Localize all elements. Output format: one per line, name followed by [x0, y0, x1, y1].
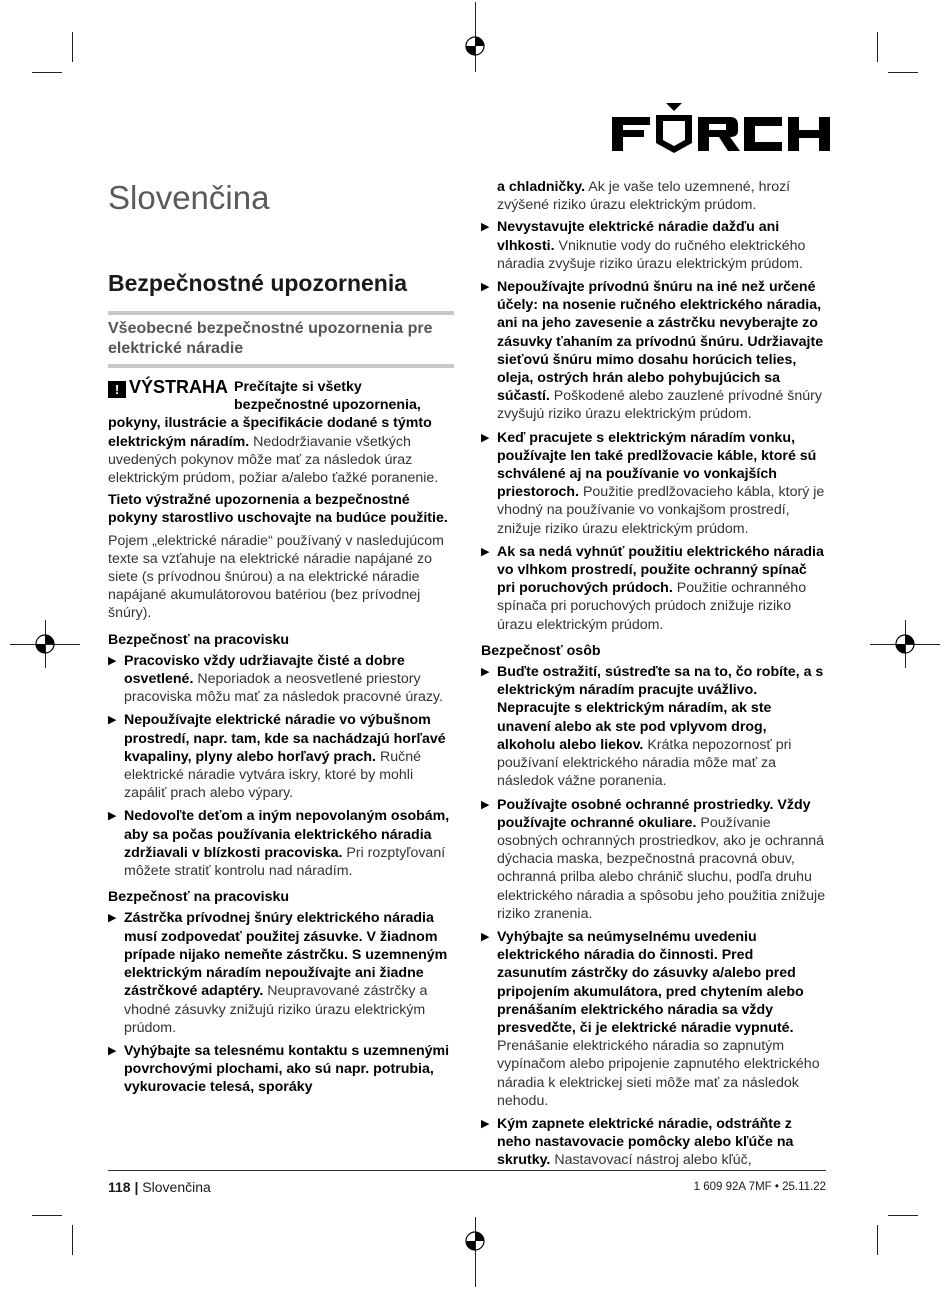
triangle-bullet-icon: ▶	[481, 431, 490, 444]
continuation-paragraph: a chladničky. Ak je vaše telo uzemnené, hrozí zvýšené riziko úrazu elektrickým prúdom.	[497, 179, 791, 214]
bullet-list	[108, 652, 454, 880]
crop-mark	[32, 72, 62, 73]
keep-instructions: Tieto výstražné upozornenia a bezpečnostné pokyny starostlivo uschovajte na budúce použitie.	[108, 492, 448, 527]
crop-mark	[475, 1217, 476, 1287]
warning-label: ! VÝSTRAHA	[108, 376, 228, 398]
triangle-bullet-icon: ▶	[108, 810, 117, 823]
crop-mark	[72, 1225, 73, 1255]
right-column	[481, 178, 826, 1175]
section-heading: Bezpečnosť osôb	[481, 642, 601, 659]
bullet-list	[481, 663, 826, 1169]
crop-mark	[32, 1215, 62, 1216]
list-item: ▶ Keď pracujete s elektrickým náradím vonku, používajte len také predlžovacie káble, ktoré sú schválené aj na používanie vo vonkajších priestoroch. Použitie predlžovacieho kábla, ktorý je vhodný na používanie vo vonkajšom prostredí, znižuje riziko úrazu elektrickým prúdom.	[481, 429, 825, 537]
warning-text: Nedodržiavanie všetkých uvedených pokynov môže mať za následok úraz elektrickým prúdom, požiar a/alebo ťažké poranenie.	[108, 433, 439, 487]
triangle-bullet-icon: ▶	[481, 221, 490, 234]
footer-language: Slovenčina	[142, 1179, 211, 1195]
definition-paragraph: Pojem „elektrické náradie“ používaný v nasledujúcom texte sa vzťahuje na elektrické náradie napájané zo siete (s prívodnou šnúrou) a na elektrické náradie napájané akumulátorovou batériou (bez prívodnej šnúry).	[108, 532, 444, 622]
registration-mark-icon	[464, 1230, 486, 1252]
list-item: ▶ Nedovoľte deťom a iným nepovolaným osobám, aby sa počas používania elektrického náradia zdržiavali v blízkosti pracoviska. Pri rozptyľovaní môžete stratiť kontrolu nad náradím.	[108, 808, 450, 880]
subsection-box	[108, 311, 454, 368]
crop-mark	[877, 32, 878, 62]
footer-page-info	[108, 1179, 211, 1195]
warning-triangle-icon: !	[108, 381, 126, 398]
warning-bold-text: Prečítajte si všetky bezpečnostné upozornenia, pokyny, ilustrácie a špecifikácie dodané s týmto elektrickým náradím.	[108, 379, 432, 450]
triangle-bullet-icon: ▶	[481, 281, 490, 294]
crop-mark	[888, 72, 918, 73]
footer-rule	[108, 1170, 826, 1171]
triangle-bullet-icon: ▶	[108, 912, 117, 925]
list-item: ▶ Nepoužívajte prívodnú šnúru na iné než určené účely: na nosenie ručného elektrického náradia, ani na jeho zavesenie a zástrčku nevyberajte zo zásuvky ťahaním za prívodnú šnúru. Udržiavajte sieťovú šnúru mimo dosahu horúcich telies, oleja, ostrých hrán alebo pohybujúcich sa súčastí. Poškodené alebo zauzlené prívodné šnúry zvyšujú riziko úrazu elektrickým prúdom.	[481, 279, 824, 423]
list-item: ▶ Buďte ostražití, sústreďte sa na to, čo robíte, a s elektrickým náradím pracujte uvážlivo. Nepracujte s elektrickým náradím, ak ste unavení alebo ak ste pod vplyvom drog, alkoholu alebo liekov. Krátka nepozornosť pri používaní elektrického náradia môže mať za následok vážne poranenia.	[481, 664, 824, 790]
triangle-bullet-icon: ▶	[108, 1044, 117, 1057]
triangle-bullet-icon: ▶	[481, 798, 490, 811]
page-number: 118	[108, 1179, 131, 1195]
crop-mark	[888, 1215, 918, 1216]
left-column	[108, 178, 454, 1102]
subsection-title: Všeobecné bezpečnostné upozornenia pre elektrické náradie	[108, 320, 433, 357]
list-item: ▶ Používajte osobné ochranné prostriedky. Vždy používajte ochranné okuliare. Používanie osobných ochranných prostriedkov, ako je ochranná dýchacia maska, bezpečnostná pracovná obuv, ochranná prilba alebo chránič sluchu, podľa druhu elektrického náradia a spôsobu jeho použitia znižuje riziko zranenia.	[481, 796, 826, 922]
footer-separator: |	[134, 1179, 139, 1195]
list-item: ▶ Vyhýbajte sa telesnému kontaktu s uzemnenými povrchovými plochami, ako sú napr. potrubia, vykurovacie telesá, sporáky	[108, 1042, 450, 1096]
section-heading: Bezpečnosť na pracovisku	[108, 631, 290, 648]
crop-mark	[72, 32, 73, 62]
crop-mark	[877, 1225, 878, 1255]
triangle-bullet-icon: ▶	[481, 666, 490, 679]
list-item: ▶ Ak sa nedá vyhnúť použitiu elektrického náradia vo vlhkom prostredí, použite ochranný spínač pri poruchových prúdoch. Použitie ochranného spínača pri poruchových prúdoch znižuje riziko úrazu elektrickým prúdom.	[481, 543, 824, 633]
warning-paragraph	[108, 378, 454, 487]
section-heading: Bezpečnosť na pracovisku	[108, 889, 290, 906]
registration-mark-icon	[894, 633, 916, 655]
triangle-bullet-icon: ▶	[108, 654, 117, 667]
registration-mark-icon	[34, 633, 56, 655]
triangle-bullet-icon: ▶	[481, 930, 490, 943]
triangle-bullet-icon: ▶	[481, 545, 490, 558]
footer-doc-code: 1 609 92A 7MF • 25.11.22	[693, 1181, 826, 1193]
list-item: ▶ Nepoužívajte elektrické náradie vo výbušnom prostredí, napr. tam, kde sa nachádzajú horľavé kvapaliny, plyny alebo horľavý prach. Ručné elektrické náradie vytvára iskry, ktoré by mohli zapáliť prach alebo výpary.	[108, 712, 446, 802]
list-item: ▶ Zástrčka prívodnej šnúry elektrického náradia musí zodpovedať použitej zásuvke. V žiadnom prípade nijako nemeňte zástrčku. S uzemneným elektrickým náradím nepoužívajte ani žiadne zástrčkové adaptéry. Neupravované zástrčky a vhodné zásuvky znižujú riziko úrazu elektrickým prúdom.	[108, 910, 448, 1036]
triangle-bullet-icon: ▶	[108, 714, 117, 727]
forch-logo	[612, 103, 830, 153]
list-item: ▶ Vyhýbajte sa neúmyselnému uvedeniu elektrického náradia do činnosti. Pred zasunutím zástrčky do zásuvky a/alebo pred pripojením akumulátora, pred chytením alebo prenášaním elektrického náradia sa vždy presvedčte, či je elektrické náradie vypnuté. Prenášanie elektrického náradia so zapnutým vypínačom alebo pripojenie zapnutého elektrického náradia k elektrickej sieti môže mať za následok nehodu.	[481, 928, 820, 1109]
list-item: ▶ Kým zapnete elektrické náradie, odstráňte z neho nastavovacie pomôcky alebo kľúče na skrutky. Nastavovací nástroj alebo kľúč,	[481, 1115, 794, 1169]
registration-mark-icon	[464, 35, 486, 57]
bullet-list	[481, 218, 826, 633]
list-item: ▶ Pracovisko vždy udržiavajte čisté a dobre osvetlené. Neporiadok a neosvetlené priestory pracoviska môžu mať za následok pracovné úrazy.	[108, 652, 443, 706]
triangle-bullet-icon: ▶	[481, 1117, 490, 1130]
section-title: Bezpečnostné upozornenia	[108, 270, 408, 296]
language-heading: Slovenčina	[108, 179, 270, 216]
list-item: ▶ Nevystavujte elektrické náradie dažďu ani vlhkosti. Vniknutie vody do ručného elektrického náradia zvyšuje riziko úrazu elektrickým prúdom.	[481, 219, 806, 272]
bullet-list	[108, 909, 454, 1096]
